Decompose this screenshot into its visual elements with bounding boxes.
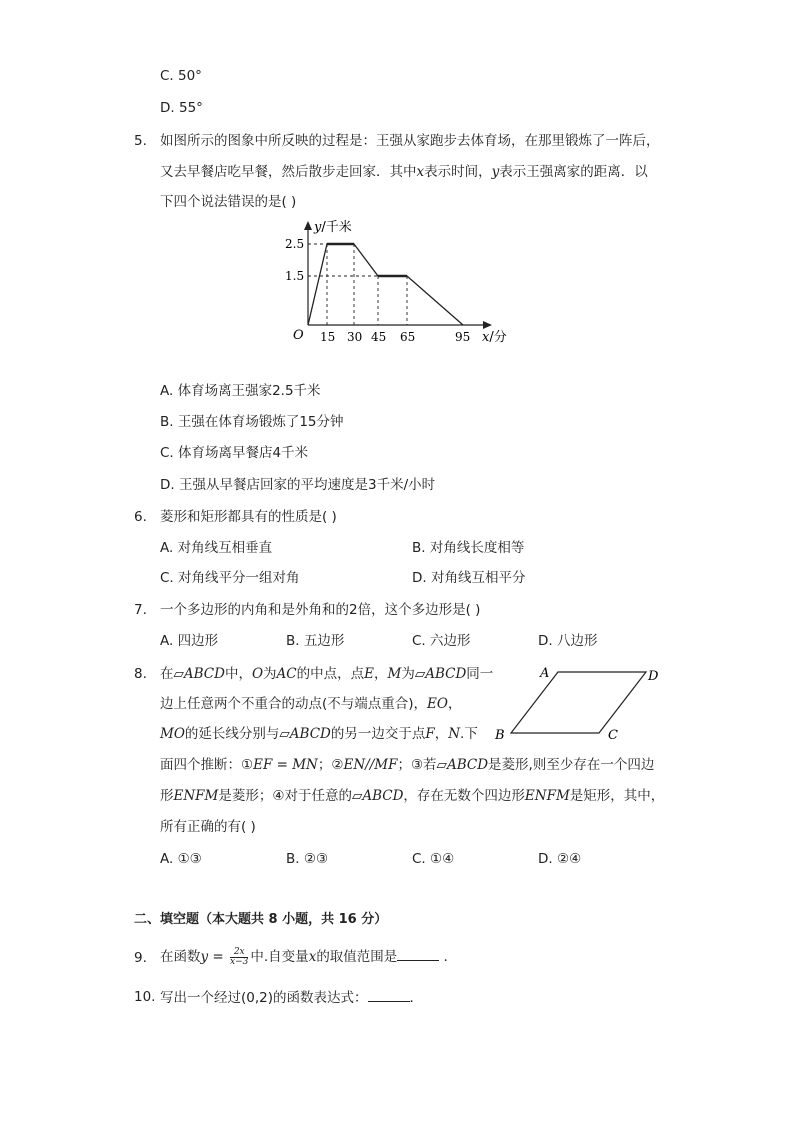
- y-tick-1-5: 1.5: [285, 269, 305, 283]
- q5-stem-line3: 下四个说法错误的是( ): [160, 194, 297, 210]
- vertex-b-label: B: [495, 728, 505, 743]
- x-axis-label: x/分: [482, 330, 507, 345]
- q8-number: 8.: [134, 666, 147, 682]
- parallelogram-abcd: [511, 672, 646, 733]
- q10-answer-blank[interactable]: [368, 987, 410, 1002]
- q6-number: 6.: [134, 509, 147, 525]
- y-axis-label: y/千米: [314, 220, 352, 235]
- x-tick-95: 95: [455, 330, 471, 344]
- q5-option-d: D. 王强从早餐店回家的平均速度是3千米/小时: [160, 477, 436, 493]
- q8-stem-line1: 在▱ABCD中，O为AC的中点，点E，M为▱ABCD同一: [160, 666, 494, 682]
- origin-label: O: [293, 328, 304, 343]
- q5-stem-line2: 又去早餐店吃早餐，然后散步走回家．其中x表示时间，y表示王强离家的距离．以: [160, 164, 648, 180]
- q5-option-c: C. 体育场离早餐店4千米: [160, 445, 309, 461]
- q7-option-a: A. 四边形: [160, 633, 219, 649]
- q6-stem: 菱形和矩形都具有的性质是( ): [160, 509, 337, 525]
- q5-number: 5.: [134, 133, 147, 149]
- q7-option-c: C. 六边形: [412, 633, 471, 649]
- q7-number: 7.: [134, 602, 147, 618]
- section-2-title: 二、填空题（本大题共 8 小题，共 16 分）: [134, 912, 388, 927]
- x-tick-45: 45: [371, 330, 387, 344]
- q5-option-a: A. 体育场离王强家2.5千米: [160, 383, 321, 399]
- q6-option-b: B. 对角线长度相等: [412, 540, 525, 556]
- q6-option-d: D. 对角线互相平分: [412, 570, 526, 586]
- q9-answer-blank[interactable]: [397, 946, 439, 961]
- q8-option-d: D. ②④: [538, 851, 582, 867]
- q8-option-c: C. ①④: [412, 851, 455, 867]
- guide-lines: [308, 244, 407, 325]
- q9-fraction: $\frac{2x}{x-3}$: [230, 946, 249, 967]
- q8-stem-line3: MO的延长线分别与▱ABCD的另一边交于点F，N.下: [160, 726, 478, 742]
- q8-stem-line4: 面四个推断：①EF = MN；②EN//MF；③若▱ABCD是菱形,则至少存在一个四边: [160, 757, 655, 773]
- q6-option-a: A. 对角线互相垂直: [160, 540, 273, 556]
- q8-stem-line2: 边上任意两个不重合的动点(不与端点重合)，EO，: [160, 696, 462, 712]
- q4-option-d: D. 55°: [160, 100, 203, 116]
- x-tick-30: 30: [347, 330, 363, 344]
- q9-stem: 在函数y = $\frac{2x}{x-3}$ 中.自变量x的取值范围是 ．: [160, 946, 458, 967]
- vertex-a-label: A: [540, 666, 550, 681]
- q4-option-c: C. 50°: [160, 68, 202, 84]
- x-axis-arrow: [483, 321, 492, 329]
- q9-number: 9.: [134, 950, 147, 966]
- x-tick-65: 65: [400, 330, 416, 344]
- q5-graph: [280, 215, 520, 350]
- q5-option-b: B. 王强在体育场锻炼了15分钟: [160, 414, 344, 430]
- y-tick-2-5: 2.5: [285, 237, 305, 251]
- vertex-c-label: C: [608, 728, 618, 743]
- q10-stem: 写出一个经过(0,2)的函数表达式： ．: [160, 987, 423, 1007]
- distance-time-line: [308, 244, 463, 325]
- q8-parallelogram-figure: [488, 662, 668, 744]
- q5-stem-line1: 如图所示的图象中所反映的过程是：王强从家跑步去体育场，在那里锻炼了一阵后，: [160, 133, 660, 149]
- q7-option-b: B. 五边形: [286, 633, 345, 649]
- y-axis-arrow: [304, 221, 312, 230]
- q8-stem-line5: 形ENFM是菱形；④对于任意的▱ABCD，存在无数个四边形ENFM是矩形，其中，: [160, 788, 665, 804]
- q10-number: 10.: [134, 989, 156, 1005]
- vertex-d-label: D: [648, 669, 659, 684]
- x-tick-15: 15: [320, 330, 336, 344]
- q8-stem-line6: 所有正确的有( ): [160, 819, 256, 835]
- q7-stem: 一个多边形的内角和是外角和的2倍，这个多边形是( ): [160, 602, 481, 618]
- q6-option-c: C. 对角线平分一组对角: [160, 570, 300, 586]
- q8-option-a: A. ①③: [160, 851, 202, 867]
- q8-option-b: B. ②③: [286, 851, 329, 867]
- q7-option-d: D. 八边形: [538, 633, 598, 649]
